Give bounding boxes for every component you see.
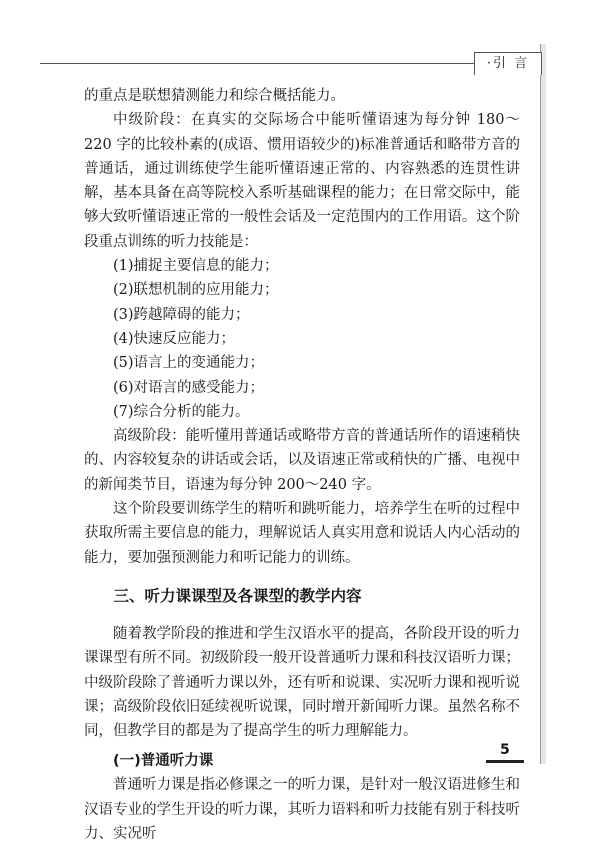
footer-rule xyxy=(486,760,524,763)
skill-item: (5)语言上的变通能力； xyxy=(113,355,265,372)
paragraph-advanced-training: 这个阶段要训练学生的精听和跳听能力，培养学生在听的过程中获取所需主要信息的能力，理解说话人真实用意和说话人内心活动的能力，要加强预测能力和听记能力的训练。 xyxy=(84,501,520,566)
skill-item: (3)跨越障碍的能力； xyxy=(113,306,250,323)
paragraph-general-listening: 普通听力课是指必修课之一的听力课，是针对一般汉语进修生和汉语专业的学生开设的听力课，其听力语料和听力技能有别于科技听力、实况听 xyxy=(84,777,520,843)
page-number: 5 xyxy=(500,742,510,758)
body-text xyxy=(84,84,520,846)
paragraph-course-types: 随着教学阶段的推进和学生汉语水平的提高，各阶段开设的听力课课型有所不同。初级阶段一般开设普通听力课和科技汉语听力课；中级阶段除了普通听力课以外，还有听和说课、实况听力课和视听说课；高级阶段依旧延续视听说课，同时增开新闻听力课。虽然名称不同，但教学目的都是为了提高学生的听力理解能力。 xyxy=(84,625,520,740)
skill-item: (7)综合分析的能力。 xyxy=(113,403,250,420)
header-rule xyxy=(40,63,540,64)
paragraph-continued: 的重点是联想猜测能力和综合概括能力。 xyxy=(84,88,345,104)
page-edge-line xyxy=(540,44,541,764)
paragraph-advanced-stage: 高级阶段：能听懂用普通话或略带方音的普通话所作的语速稍快的、内容较复杂的讲话或会话，以及语速正常或稍快的广播、电视中的新闻类节目，语速为每分钟 200～240 字。 xyxy=(84,428,520,493)
skill-item: (2)联想机制的应用能力； xyxy=(113,282,279,299)
subsection-heading: (一)普通听力课 xyxy=(113,753,214,770)
paragraph-intermediate-stage: 中级阶段：在真实的交际场合中能听懂语速为每分钟 180～220 字的比较朴素的(成语、惯用语较少的)标准普通话和略带方音的普通话，通过训练使学生能听懂语速正常的、内容熟悉的连贯性讲解，基本具备在高等院校入系听基础课程的能力；在日常交际中，能够大致听懂语速正常的一般性会话及一定范围内的工作用语。这个阶段重点训练的听力技能是： xyxy=(84,112,520,250)
skill-item: (6)对语言的感受能力； xyxy=(113,379,265,396)
skill-item: (4)快速反应能力； xyxy=(113,330,236,347)
section-heading: 三、听力课课型及各课型的教学内容 xyxy=(113,586,362,605)
running-header: ·引 言 xyxy=(474,52,542,75)
page-edge-band xyxy=(541,44,546,764)
skill-item: (1)捕捉主要信息的能力； xyxy=(113,258,279,275)
